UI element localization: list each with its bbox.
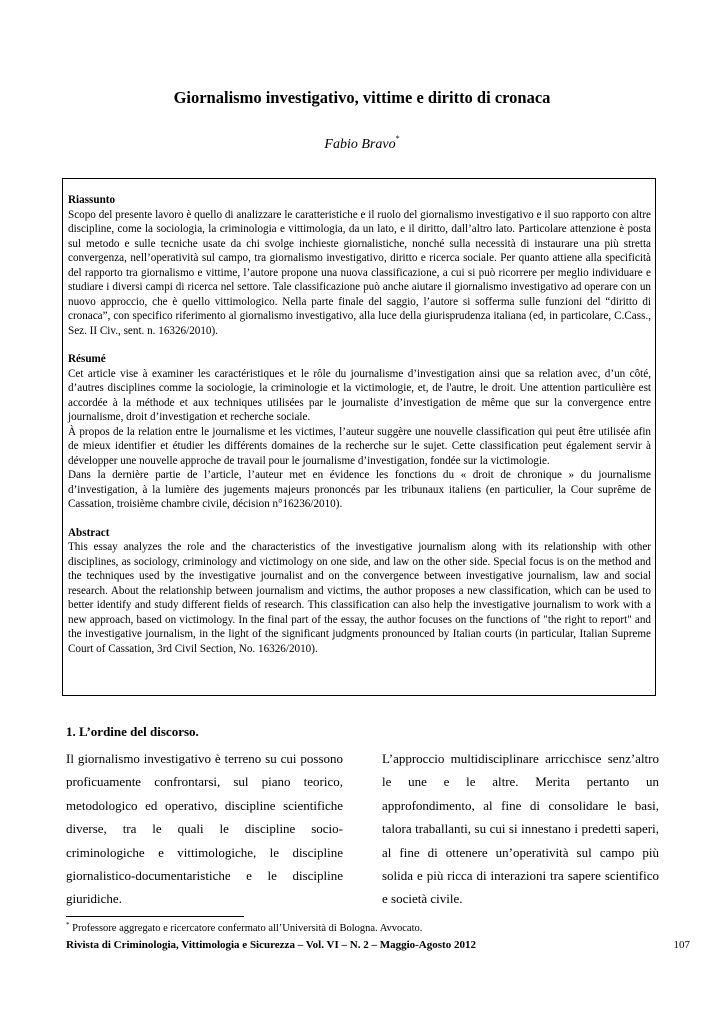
abstract-box — [62, 178, 656, 696]
abstract-heading-italian: Riassunto — [68, 194, 116, 206]
footnote — [66, 921, 422, 934]
page-number: 107 — [673, 939, 690, 951]
abstract-section-italian — [68, 193, 651, 338]
footnote-mark: * — [66, 921, 70, 929]
journal-citation: Rivista di Criminologia, Vittimologia e Sicurezza – Vol. VI – N. 2 – Maggio-Agosto 2012 — [66, 939, 476, 951]
footnote-divider — [66, 916, 244, 917]
abstract-section-english — [68, 526, 651, 657]
body-column-left: Il giornalismo investigativo è terreno su cui possono proficuamente confrontarsi, sul piano teorico, metodologico ed operativo, discipline scientifiche diverse, tra le quali le discipline socio-criminologiche e vittimologiche, le discipline giornalistico-documentaristiche e le discipline giuridiche. — [66, 751, 343, 907]
abstract-text-french: Cet article vise à examiner les caractéristiques et le rôle du journalisme d’investigation ainsi que sa relation avec, d’un côté, d’autres disciplines comme la sociologie, la criminologie et la victimologie, et, de l'autre, le droit. Une attention particulière est accordée à la méthode et aux techniques utilisées par le journaliste d’investigation de même que sur la convergence entre journalisme, droit d’investigation et recherche sociale. À propos de la relation entre le journalisme et les victimes, l’auteur suggère une nouvelle classification qui peut être utilisée afin de mieux identifier et étudier les différents domaines de la recherche sur le sujet. Cette classification peut également servir à développer une nouvelle approche de travail pour le journalisme d’investigation, fondée sur la victimologie. Dans la dernière partie de l’article, l’auteur met en évidence les fonctions du « droit de chronique » du journalisme d’investigation, à la lumière des jugements majeurs prononcés par les tribunaux italiens (en particulier, la Cour suprême de Cassation, troisième chambre civile, décision n°16236/2010). — [68, 367, 651, 510]
abstract-text-english: This essay analyzes the role and the characteristics of the investigative journalism along with its relationship with other disciplines, as sociology, criminology and victimology on one side, and law on the other side. Special focus is on the method and the techniques used by the investigative journalist and on the convergence between investigative journalism, law and social research. About the relationship between journalism and victims, the author proposes a new classification, which can be used to better identify and study different fields of research. This classification can also help the investigative journalism to work with a new approach, based on victimology. In the final part of the essay, the author focuses on the functions of "the right to report" and the investigative journalism, in the light of the significant judgments pronounced by Italian courts (in particular, Italian Supreme Court of Cassation, 3rd Civil Section, No. 16326/2010). — [68, 541, 651, 655]
abstract-section-french — [68, 352, 651, 512]
body-column-right: L’approccio multidisciplinare arricchisce senz’altro le une e le altre. Merita pertanto un approfondimento, al fine di consolidare le basi, talora traballanti, su cui si innestano i predetti saperi, al fine di ottenere un’operatività sul campo più solida e più ricca di interazioni tra sapere scientifico e società civile. — [382, 751, 659, 907]
author-name: Fabio Bravo — [324, 137, 396, 152]
page-title: Giornalismo investigativo, vittime e diritto di cronaca — [173, 88, 551, 107]
author-footnote-mark: * — [395, 134, 400, 143]
abstract-text-italian: Scopo del presente lavoro è quello di analizzare le caratteristiche e il ruolo del giornalismo investigativo e il suo rapporto con altre discipline, come la sociologia, la criminologia e vittimologia, da un lato, e il diritto, dall’altro lato. Particolare attenzione è posta sul metodo e sulle tecniche usate da chi svolge inchieste giornalistiche, nonché sulla necessità di instaurare una più stretta convergenza, nell’operatività sul campo, tra giornalismo investigativo, diritto e ricerca sociale. Per quanto attiene alla specificità del rapporto tra giornalismo e vittime, l’autore propone una nuova classificazione, a cui si può ricorrere per meglio individuare e studiare i diversi campi di ricerca nel settore. Tale classificazione può anche aiutare il giornalismo investigativo ad operare con un nuovo approccio, che è quello vittimologico. Nella parte finale del saggio, l’autore si sofferma sulle funzioni del “diritto di cronaca”, con specifico riferimento al giornalismo investigativo, alla luce della giurisprudenza italiana (ed, in particolare, C.Cass., Sez. II Civ., sent. n. 16326/2010). — [68, 208, 651, 337]
abstract-heading-english: Abstract — [68, 526, 110, 539]
abstract-heading-french: Résumé — [68, 353, 106, 365]
author-line — [0, 134, 724, 153]
section-heading: 1. L’ordine del discorso. — [66, 724, 199, 739]
footnote-text: Professore aggregato e ricercatore confermato all’Università di Bologna. Avvocato. — [72, 923, 423, 934]
